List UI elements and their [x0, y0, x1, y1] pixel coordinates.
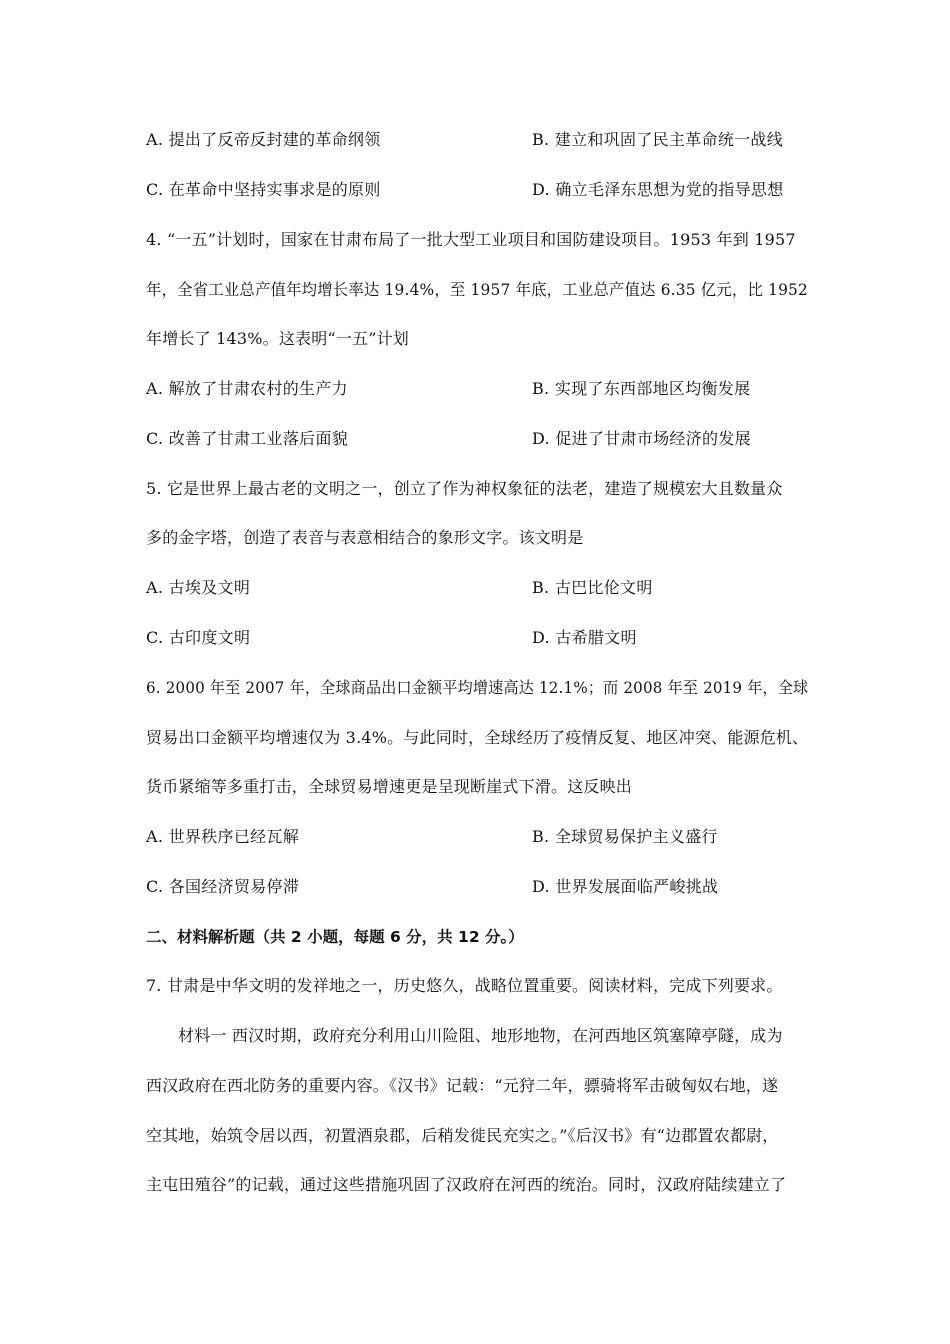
q5-stem-line-1: 5. 它是世界上最古老的文明之一，创立了作为神权象征的法老，建造了规模宏大且数量众	[146, 479, 783, 498]
q4-option-a: A. 解放了甘肃农村的生产力	[146, 379, 348, 398]
q4-stem-line-3: 年增长了 143%。这表明“一五”计划	[146, 329, 409, 348]
q3-option-b: B. 建立和巩固了民主革命统一战线	[532, 130, 784, 149]
q5-option-c: C. 古印度文明	[146, 628, 251, 647]
q7-material-line-3: 空其地，始筑令居以西，初置酒泉郡，后稍发徙民充实之。”《后汉书》有“边郡置农都尉，	[146, 1126, 779, 1145]
q5-option-d: D. 古希腊文明	[532, 628, 637, 647]
q5-option-b: B. 古巴比伦文明	[532, 578, 653, 597]
q6-stem-line-2: 贸易出口金额平均增速仅为 3.4%。与此同时，全球经历了疫情反复、地区冲突、能源危机、	[146, 728, 809, 747]
q7-material-line-4: 主屯田殖谷”的记载，通过这些措施巩固了汉政府在河西的统治。同时，汉政府陆续建立了	[146, 1175, 787, 1194]
q7-stem: 7. 甘肃是中华文明的发祥地之一，历史悠久，战略位置重要。阅读材料，完成下列要求。	[146, 976, 783, 995]
section-2-heading: 二、材料解析题（共 2 小题，每题 6 分，共 12 分。）	[146, 928, 524, 946]
q4-stem-line-2: 年，全省工业总产值年均增长率达 19.4%，至 1957 年底，工业总产值达 6.35 亿元，比 1952	[146, 280, 809, 299]
q4-option-c: C. 改善了甘肃工业落后面貌	[146, 429, 349, 448]
q6-option-b: B. 全球贸易保护主义盛行	[532, 827, 718, 846]
q4-option-d: D. 促进了甘肃市场经济的发展	[532, 429, 751, 448]
q6-option-d: D. 世界发展面临严峻挑战	[532, 877, 719, 896]
q7-material-line-2: 西汉政府在西北防务的重要内容。《汉书》记载：“元狩二年，骠骑将军击破匈奴右地，遂	[146, 1076, 779, 1095]
q4-stem-line-1: 4. “一五”计划时，国家在甘肃布局了一批大型工业项目和国防建设项目。1953 年到 1957	[146, 230, 796, 249]
q4-option-b: B. 实现了东西部地区均衡发展	[532, 379, 751, 398]
q3-option-c: C. 在革命中坚持实事求是的原则	[146, 180, 381, 199]
q7-material-line-1: 材料一 西汉时期，政府充分利用山川险阻、地形地物，在河西地区筑塞障亭隧，成为	[178, 1026, 783, 1045]
q6-stem-line-3: 货币紧缩等多重打击，全球贸易增速更是呈现断崖式下滑。这反映出	[146, 777, 633, 796]
q5-stem-line-2: 多的金字塔，创造了表音与表意相结合的象形文字。该文明是	[146, 528, 584, 547]
q5-option-a: A. 古埃及文明	[146, 578, 251, 597]
q6-option-c: C. 各国经济贸易停滞	[146, 877, 300, 896]
q6-option-a: A. 世界秩序已经瓦解	[146, 827, 300, 846]
q6-stem-line-1: 6. 2000 年至 2007 年，全球商品出口金额平均增速高达 12.1%；而 2008 年至 2019 年，全球	[146, 678, 809, 697]
q3-option-a: A. 提出了反帝反封建的革命纲领	[146, 130, 381, 149]
q3-option-d: D. 确立毛泽东思想为党的指导思想	[532, 180, 784, 199]
